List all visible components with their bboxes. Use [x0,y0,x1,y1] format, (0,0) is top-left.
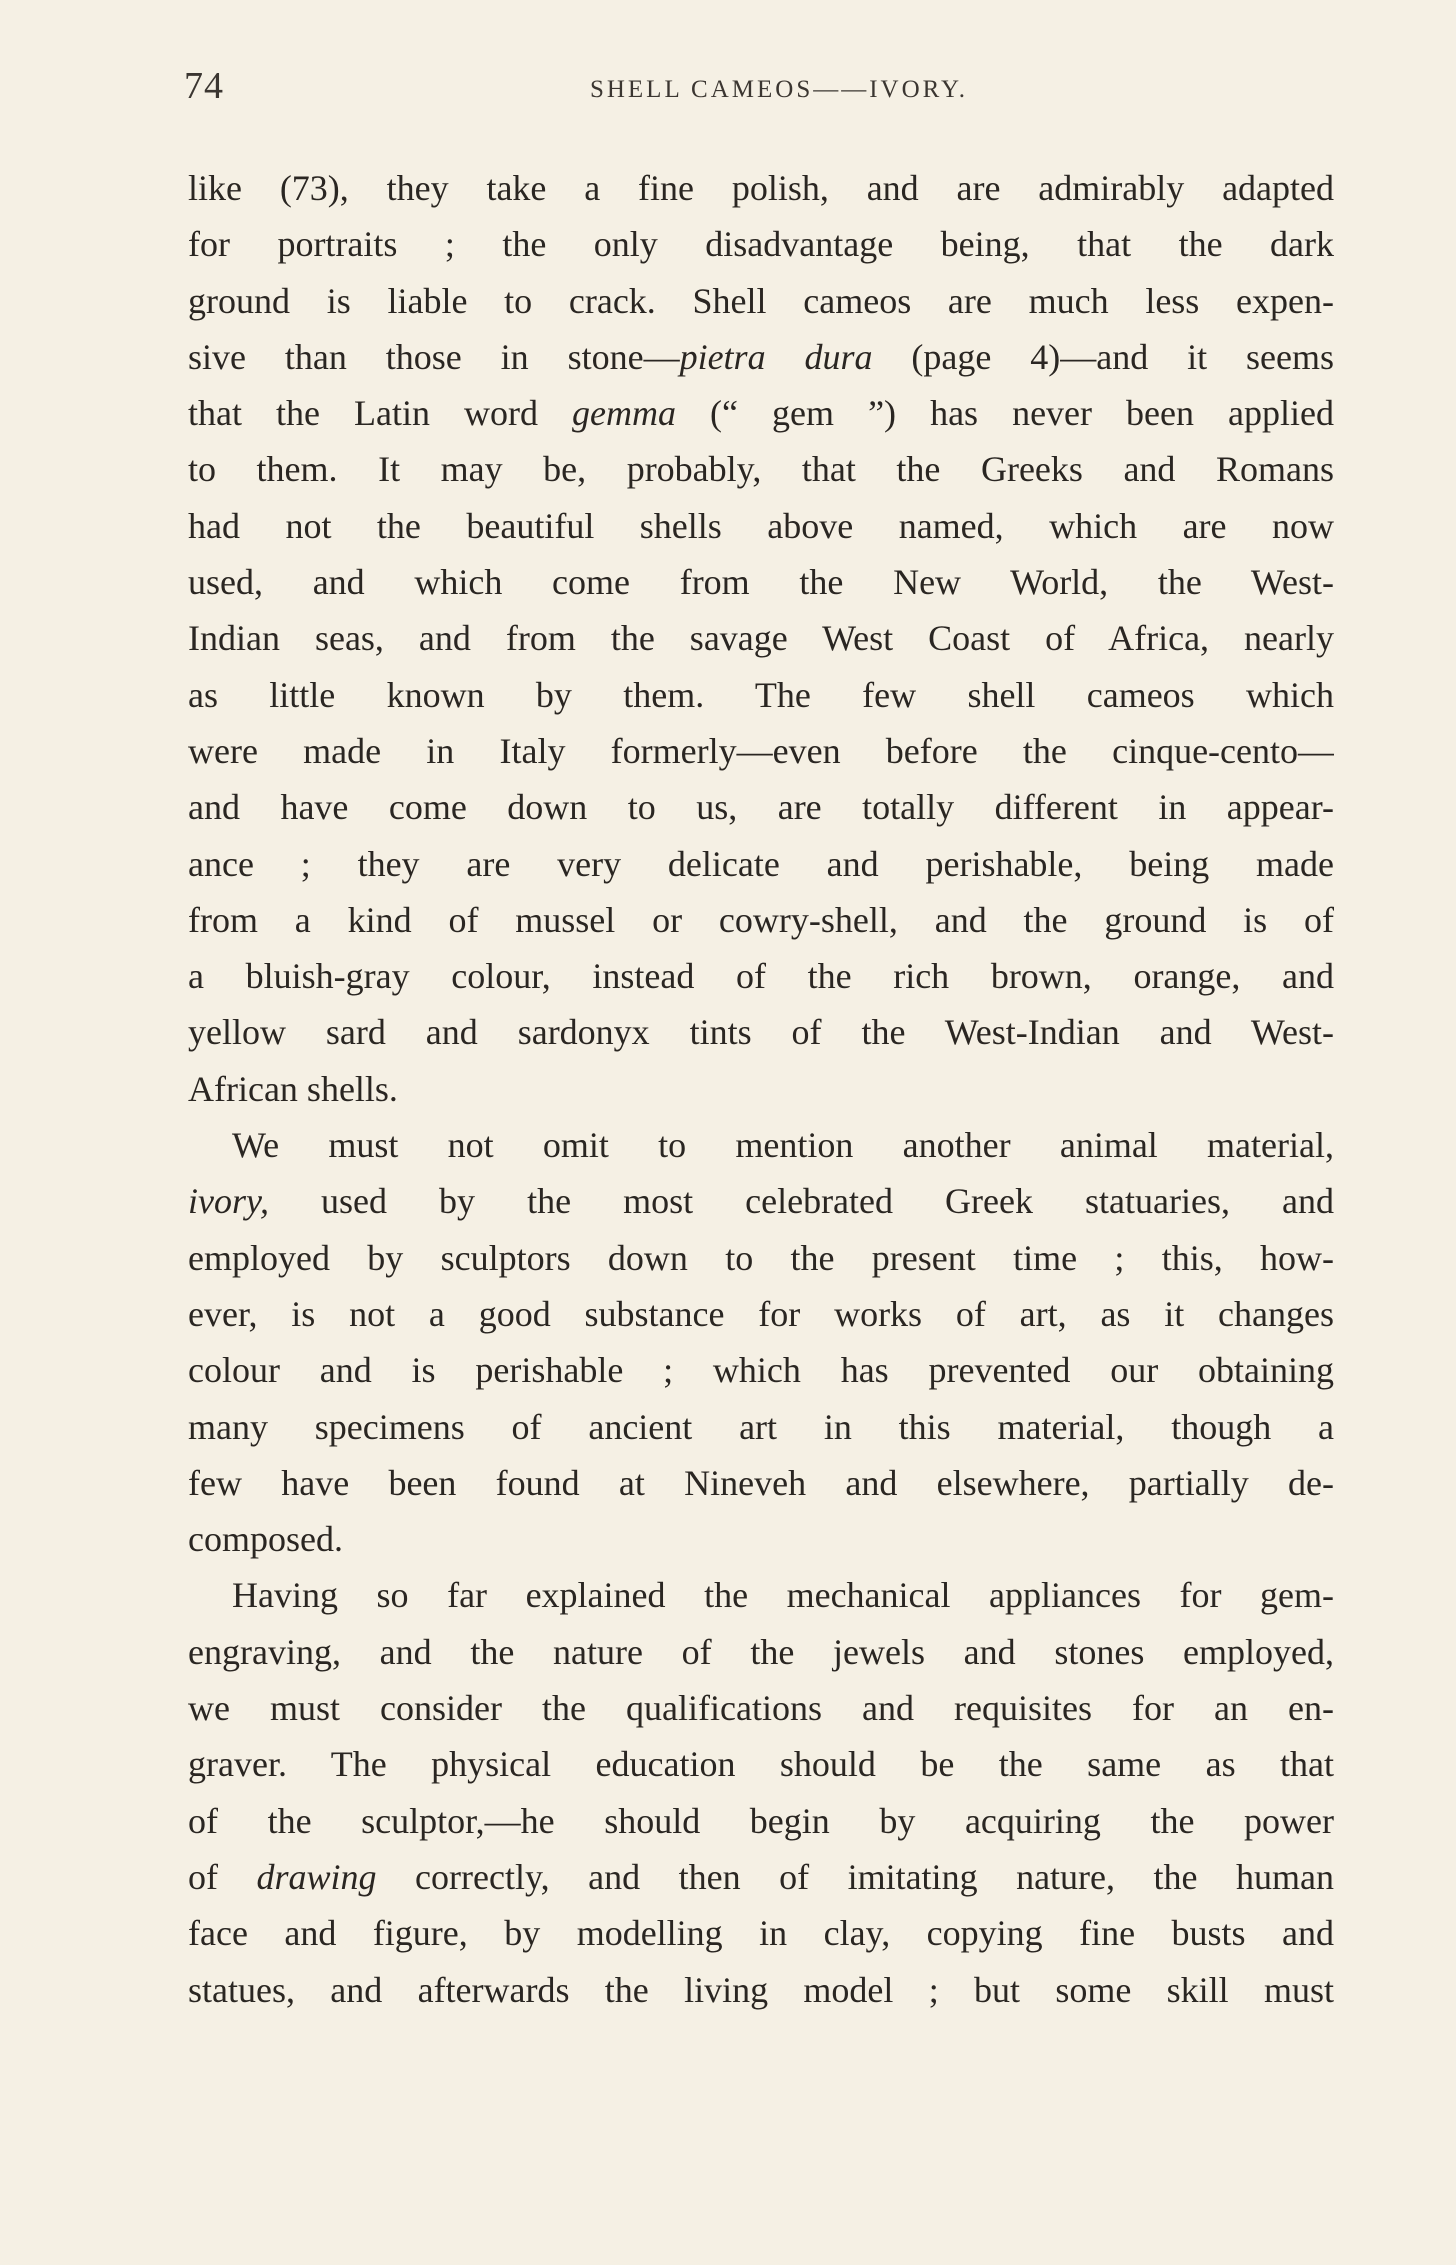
text-line: used, and which come from the New World, the West- [188,562,1334,603]
running-title: SHELL CAMEOS——IVORY. [589,76,969,103]
text-line: We must not omit to mention another animal material, [232,1125,1334,1166]
text-line: were made in Italy formerly—even before the cinque-cento— [188,730,1334,771]
text-line: composed. [188,1519,343,1560]
text-line: ivory, used by the most celebrated Greek statuaries, and [188,1181,1334,1222]
text-line: for portraits ; the only disadvantage being, that the dark [188,224,1334,265]
text-line: as little known by them. The few shell cameos which [188,674,1334,715]
text-line: ever, is not a good substance for works of art, as it changes [188,1293,1334,1334]
text-line: employed by sculptors down to the present time ; this, how- [188,1237,1334,1278]
text-line: engraving, and the nature of the jewels and stones employed, [188,1631,1334,1672]
paragraph [188,160,1334,1117]
text-line: few have been found at Nineveh and elsewhere, partially de- [188,1462,1334,1503]
page-number: 74 [184,65,224,107]
text-line: yellow sard and sardonyx tints of the West-Indian and West- [188,1012,1334,1053]
text-line: like (73), they take a fine polish, and are admirably adapted [188,168,1334,208]
running-head [184,64,1334,114]
text-line: ground is liable to crack. Shell cameos are much less expen- [188,280,1334,321]
text-line: colour and is perishable ; which has prevented our obtaining [188,1350,1334,1391]
text-line: we must consider the qualifications and requisites for an en- [188,1688,1334,1729]
text-line: Having so far explained the mechanical appliances for gem- [232,1575,1334,1616]
paragraph [188,1567,1334,2017]
italic-term: ivory, [188,1181,269,1222]
text-line: had not the beautiful shells above named, which are now [188,505,1334,546]
text-line: sive than those in stone—pietra dura (page 4)—and it seems [188,336,1334,377]
text-line: ance ; they are very delicate and perishable, being made [188,843,1334,884]
text-line: graver. The physical education should be the same as that [188,1744,1334,1785]
text-line: and have come down to us, are totally different in appear- [188,787,1334,828]
text-line: face and figure, by modelling in clay, copying fine busts and [188,1913,1334,1954]
text-line: that the Latin word gemma (“ gem ”) has never been applied [188,393,1334,434]
text-line: to them. It may be, probably, that the Greeks and Romans [188,449,1334,490]
text-line: of drawing correctly, and then of imitating nature, the human [188,1856,1334,1897]
text-line: a bluish-gray colour, instead of the rich brown, orange, and [188,956,1334,997]
text-line: from a kind of mussel or cowry-shell, and the ground is of [188,899,1334,940]
text-line: African shells. [188,1068,398,1109]
text-line: of the sculptor,—he should begin by acquiring the power [188,1800,1334,1841]
text-line: many specimens of ancient art in this material, though a [188,1406,1334,1447]
text-line: Indian seas, and from the savage West Coast of Africa, nearly [188,618,1334,659]
italic-term: gemma [572,393,677,434]
italic-term: drawing [256,1856,377,1897]
text-line: statues, and afterwards the living model ; but some skill must [188,1969,1334,2010]
italic-term: pietra dura [679,336,873,377]
body-text [188,160,1334,2018]
paragraph [188,1117,1334,1567]
